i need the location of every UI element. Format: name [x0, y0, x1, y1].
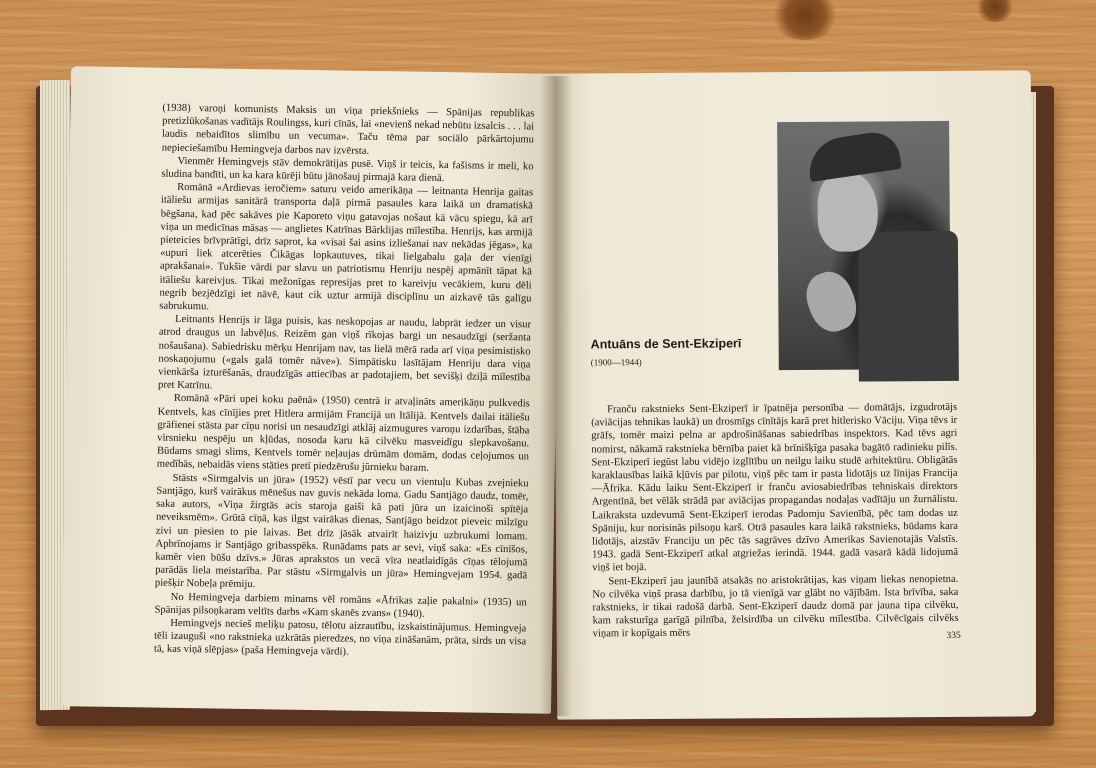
- author-years: (1900—1944): [590, 357, 642, 368]
- paragraph: Stāsts «Sirmgalvis un jūra» (1952) vēstī par vecu un vientuļu Kubas zvejnieku Santjāgo, kurš vairākus mēnešus nav guvis nekāda loma. Gadu Santjāgo daudz, tomēr, saka autors, «Viņa žirgtās acis staroja gaiši kā pati jūra un izaicinoši spītēja neveiksmēm». Grūtā cīņā, kas ilgst vairākas dienas, Santjāgo beidzot pieveic milzīgu zivi un piesien to pie laivas. Bet drīz jāsāk atvairīt haizivju uzbrukumi lomam. Apbrīnojams ir Santjāgo gribasspēks. Runādams pats ar sevi, viņš saka: «Es cīnīšos, kamēr vien būšu dzīvs.» Jūras aprakstos un vecā vīra neatlaidīgās cīņas tēlojumā parādās liela meistarība. Par stāstu «Sirmgalvis un jūra» Hemingvejam 1954. gadā piešķir Nobeļa prēmiju.: [154, 472, 529, 591]
- portrait-hand: [799, 266, 863, 338]
- wood-knot: [975, 0, 1015, 22]
- section-heading: Antuāns de Sent-Ekziperī: [590, 336, 742, 352]
- portrait-face: [817, 171, 878, 251]
- paragraph: Franču rakstnieks Sent-Ekziperī ir īpatnēja personība — domātājs, izgudrotājs (aviācijas tehnikas laukā) un drosmīgs cīnītājs karā pret hitlerisko Vāciju. Viņa tēvs ir grāfs, tomēr maizi pelna ar apdrošināšanas sabiedrības inspektors. Kad tēvs agri nomirst, nākamā rakstnieka bērnība paiet kā brīnišķīga pasaka bagātō radinieku pilīs. Sent-Ekziperī iegūst labu vidējo izglītību un neilgu laiku studē arhitektūru. Obligātās karaklausības laikā kļūvis par pilotu, viņš pēc tam ir pasta lidotājs uz līnijas Francija—Āfrika. Kādu laiku Sent-Ekziperī ir franču aviosabiedrības tehniskais direktors Argentīnā, bet vēlāk strādā par aviācijas propagandas nodaļas vadītāju un žurnālistu. Laikraksta uzdevumā Sent-Ekziperī ierodas Padomju Savienībā, pēc tam dodas uz Spāniju, kur norisinās pilsoņu karš. Otrā pasaules kara laikā rakstnieks, būdams kara lidotājs, aizstāv Franciju un pēc tās sagrāves dzīvo Amerikas Savienotajās Valstīs. 1943. gadā Sent-Ekziperī atkal atgriežas ierindā. 1944. gadā vasarā kādā lidojumā viņš iet bojā.: [591, 401, 959, 574]
- paragraph: Hemingvejs necieš meliķu patosu, tēlotu aizrautību, izskaistinājumus. Hemingveja tēli izauguši «no rakstnieka uzkrātās pieredzes, no viņa zināšanām, prāta, sirds un visa tā, kas viņā slēpjas» (paša Hemingveja vārdi).: [153, 617, 527, 658]
- left-page: [61, 66, 561, 714]
- paragraph: Romānā «Pāri upei koku paēnā» (1950) centrā ir atvaļināts amerikāņu pulkvedis Kentvels, kas cīnījies pret Hitlera armijām Francijā un Itālijā. Kentvels dailai itāliešu grāfienei stāsta par cīņu norisi un nesaudzīgi atklāj aizmugures varoņu izdarības, štāba virsnieku nespēju un kļūdas, nosoda karu kā cilvēku masveidīgu slepkavošanu. Būdams smagi slims, Kentvels tomēr neļaujas drūmām domām, dodas ceļojumos un medībās, nebaidās viens stāties pretī piedzērušu jūrnieku baram.: [156, 393, 530, 475]
- left-page-text: [154, 102, 535, 662]
- page-number: 335: [946, 630, 961, 641]
- paragraph: Vienmēr Hemingvejs stāv demokrātijas pusē. Viņš ir teicis, ka fašisms ir meli, ko sludina bandīti, un ka kara kūrēji būtu jānošauj pirmajā kara dienā.: [161, 155, 534, 185]
- paragraph: (1938) varoņi komunists Maksis un viņa priekšnieks — Spānijas republikas pretizlūkošanas vadītājs Roulingss, kuri cīnās, lai «nevienš nekad nebūtu izsalcis . . . lai laudis nebaidītos slimību un vecuma». Taču tēma par sociālo pārkārtojumu nepieciešamību Hemingveja darbos nav izvērsta.: [161, 102, 535, 157]
- portrait-coat: [858, 231, 959, 382]
- paragraph: Leitnants Henrijs ir lāga puisis, kas neskopojas ar naudu, labprāt iedzer un visur atrod draugus un labvēļus. Reizēm gan viņš rīkojas bargi un nesaudzīgi (seržanta nošaušana). Sabiedrisku mērķu Henrijam nav, tas lielā mērā rada arī viņa pesimistisko noskaņojumu («gals galā tomēr nāve»). Simpātisku lasītājam Henriju dara viņa vienkārša izturēšanās, draudzīgās attiecības ar padotajiem, bet sevišķi dziļā mīlestība pret Katrīnu.: [157, 314, 532, 392]
- wood-knot: [770, 0, 840, 40]
- author-portrait-photo: [777, 121, 951, 370]
- paragraph: No Hemingveja darbiem minams vēl romāns «Āfrikas zaļie pakalni» (1935) un Spānijas pilsoņkaram veltīts darbs «Kam skanēs zvans» (1940).: [154, 591, 527, 620]
- paragraph: Romānā «Ardievas ieročiem» saturu veido amerikāņa — leitnanta Henrija gaitas itāliešu armijas sanitārā transporta daļā pirmā pasaules kara laikā un dramatiskā bēgšana, kad pēc sakāves pie Kaporeto viņu gatavojas nošaut kā vācu spiegu, kā arī viņa un medicīnas māsas — anglietes Katrīnas Bārklijas mīlestība. Henrijs, kas armijā pieteicies brīvprātīgi, drīz saprot, ka «visai šai asins izliešanai nav nekādas jēgas», ka «upuri liek atcerēties Čikāgas lopkautuves, tikai lielgabalu gaļa der vienīgi aprakšanai». Tukšie vārdi par slavu un patriotismu Henriju nespēj apmānīt tāpat kā itāliešu kareivjus. Tikai mežonīgas represijas pret to kareivju vecākiem, kuru dēli negrib bezjēdzīgi iet nāvē, kaut cik uztur armijā disciplīnu un aizkavē tās galīgu sabrukumu.: [159, 182, 534, 313]
- right-page-text: [591, 401, 959, 641]
- right-page: [553, 70, 1035, 719]
- portrait-cap: [805, 129, 902, 182]
- paragraph: Sent-Ekziperī jau jaunībā atsakās no aristokrātijas, kas viņam liekas nenopietna. No cilvēka viņš prasa darbību, jo tā vienīgā var glābt no vājībām. Ista brīvība, saka rakstnieks, ir tikai radošā darbā. Sent-Ekziperī daudz domā par jauna tipa cilvēku, kam raksturīga garīgā pilnība, želsirdība un cilvēku mīlestība. Cilvēcīgais cilvēks viņam ir kopīgais mērs: [592, 573, 959, 640]
